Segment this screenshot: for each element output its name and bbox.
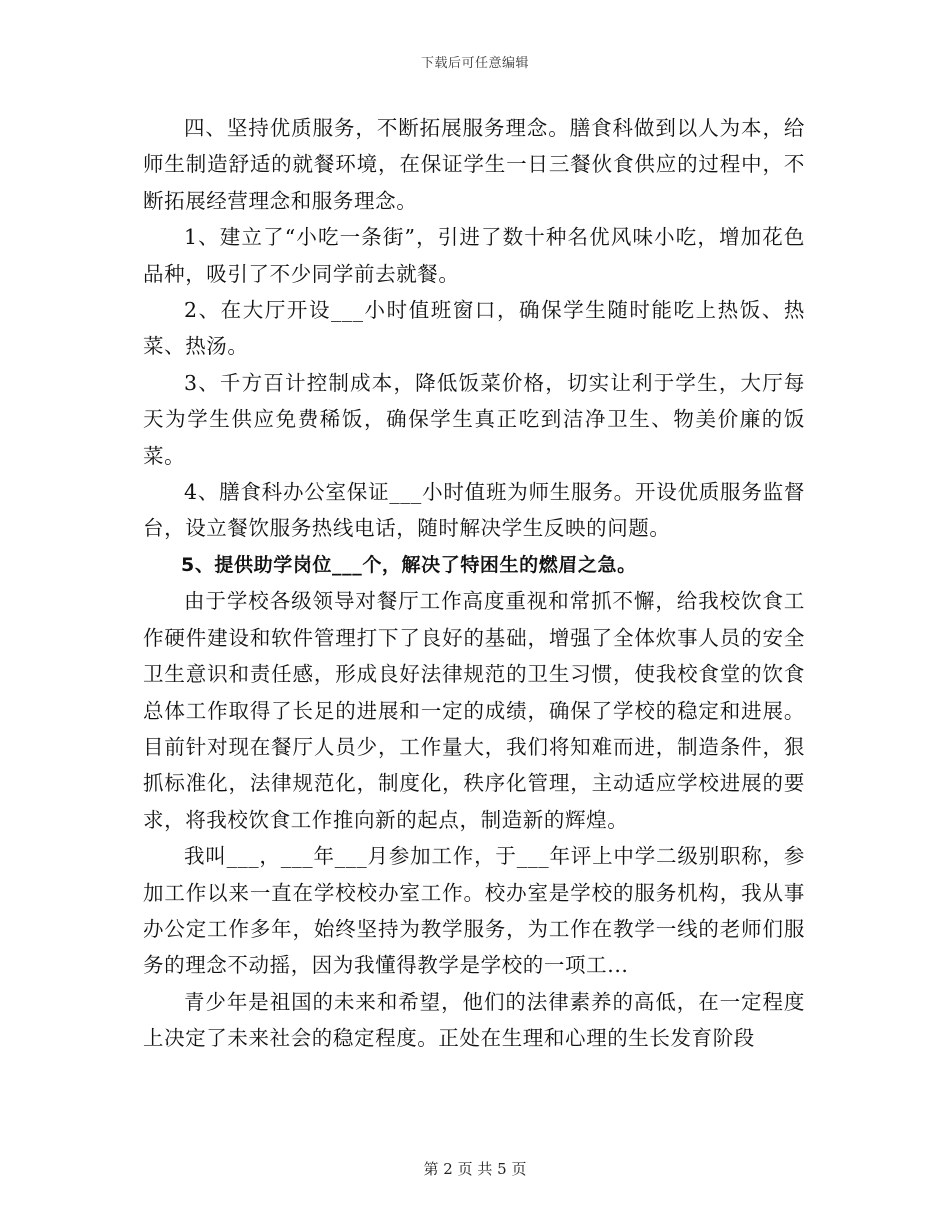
paragraph-office-duty: 4、膳食科办公室保证___小时值班为师生服务。开设优质服务监督台，设立餐饮服务热线电话，随时解决学生反映的问题。 xyxy=(143,480,805,541)
paragraph-work-study-posts: 5、提供助学岗位___个，解决了特困生的燃眉之急。 xyxy=(181,553,637,576)
paragraph-duty-window: 2、在大厅开设___小时值班窗口，确保学生随时能吃上热饭、热菜、热汤。 xyxy=(143,298,805,359)
page-number: 第 2 页 共 5 页 xyxy=(423,1160,527,1178)
paragraph-snack-street: 1、建立了“小吃一条街”，引进了数十种名优风味小吃，增加花色品种，吸引了不少同学前去就餐。 xyxy=(143,225,805,286)
paragraph-service-philosophy: 四、坚持优质服务，不断拓展服务理念。膳食科做到以人为本，给师生制造舒适的就餐环境，在保证学生一日三餐伙食供应的过程中，不断拓展经营理念和服务理念。 xyxy=(143,116,805,213)
paragraph-summary: 由于学校各级领导对餐厅工作高度重视和常抓不懈，给我校饮食工作硬件建设和软件管理打下了良好的基础，增强了全体炊事人员的安全卫生意识和责任感，形成良好法律规范的卫生习惯，使我校食堂的饮食总体工作取得了长足的进展和一定的成绩，确保了学校的稳定和进展。目前针对现在餐厅人员少，工作量大，我们将知难而进，制造条件，狠抓标准化，法律规范化，制度化，秩序化管理，主动适应学校进展的要求，将我校饮食工作推向新的起点，制造新的辉煌。 xyxy=(143,589,805,832)
paragraph-self-introduction: 我叫___，___年___月参加工作，于___年评上中学二级别职称，参加工作以来一直在学校校办室工作。校办室是学校的服务机构，我从事办公定工作多年，始终坚持为教学服务，为工作在教学一线的老师们服务的理念不动摇，因为我懂得教学是学校的一项工... xyxy=(143,844,805,978)
page-header: 下载后可任意编辑 xyxy=(420,56,529,71)
paragraph-youth: 青少年是祖国的未来和希望，他们的法律素养的高低，在一定程度上决定了未来社会的稳定程度。正处在生理和心理的生长发育阶段 xyxy=(143,989,805,1051)
document-body xyxy=(143,110,805,1057)
paragraph-cost-control: 3、千方百计控制成本，降低饭菜价格，切实让利于学生，大厅每天为学生供应免费稀饭，确保学生真正吃到洁净卫生、物美价廉的饭菜。 xyxy=(143,370,805,468)
